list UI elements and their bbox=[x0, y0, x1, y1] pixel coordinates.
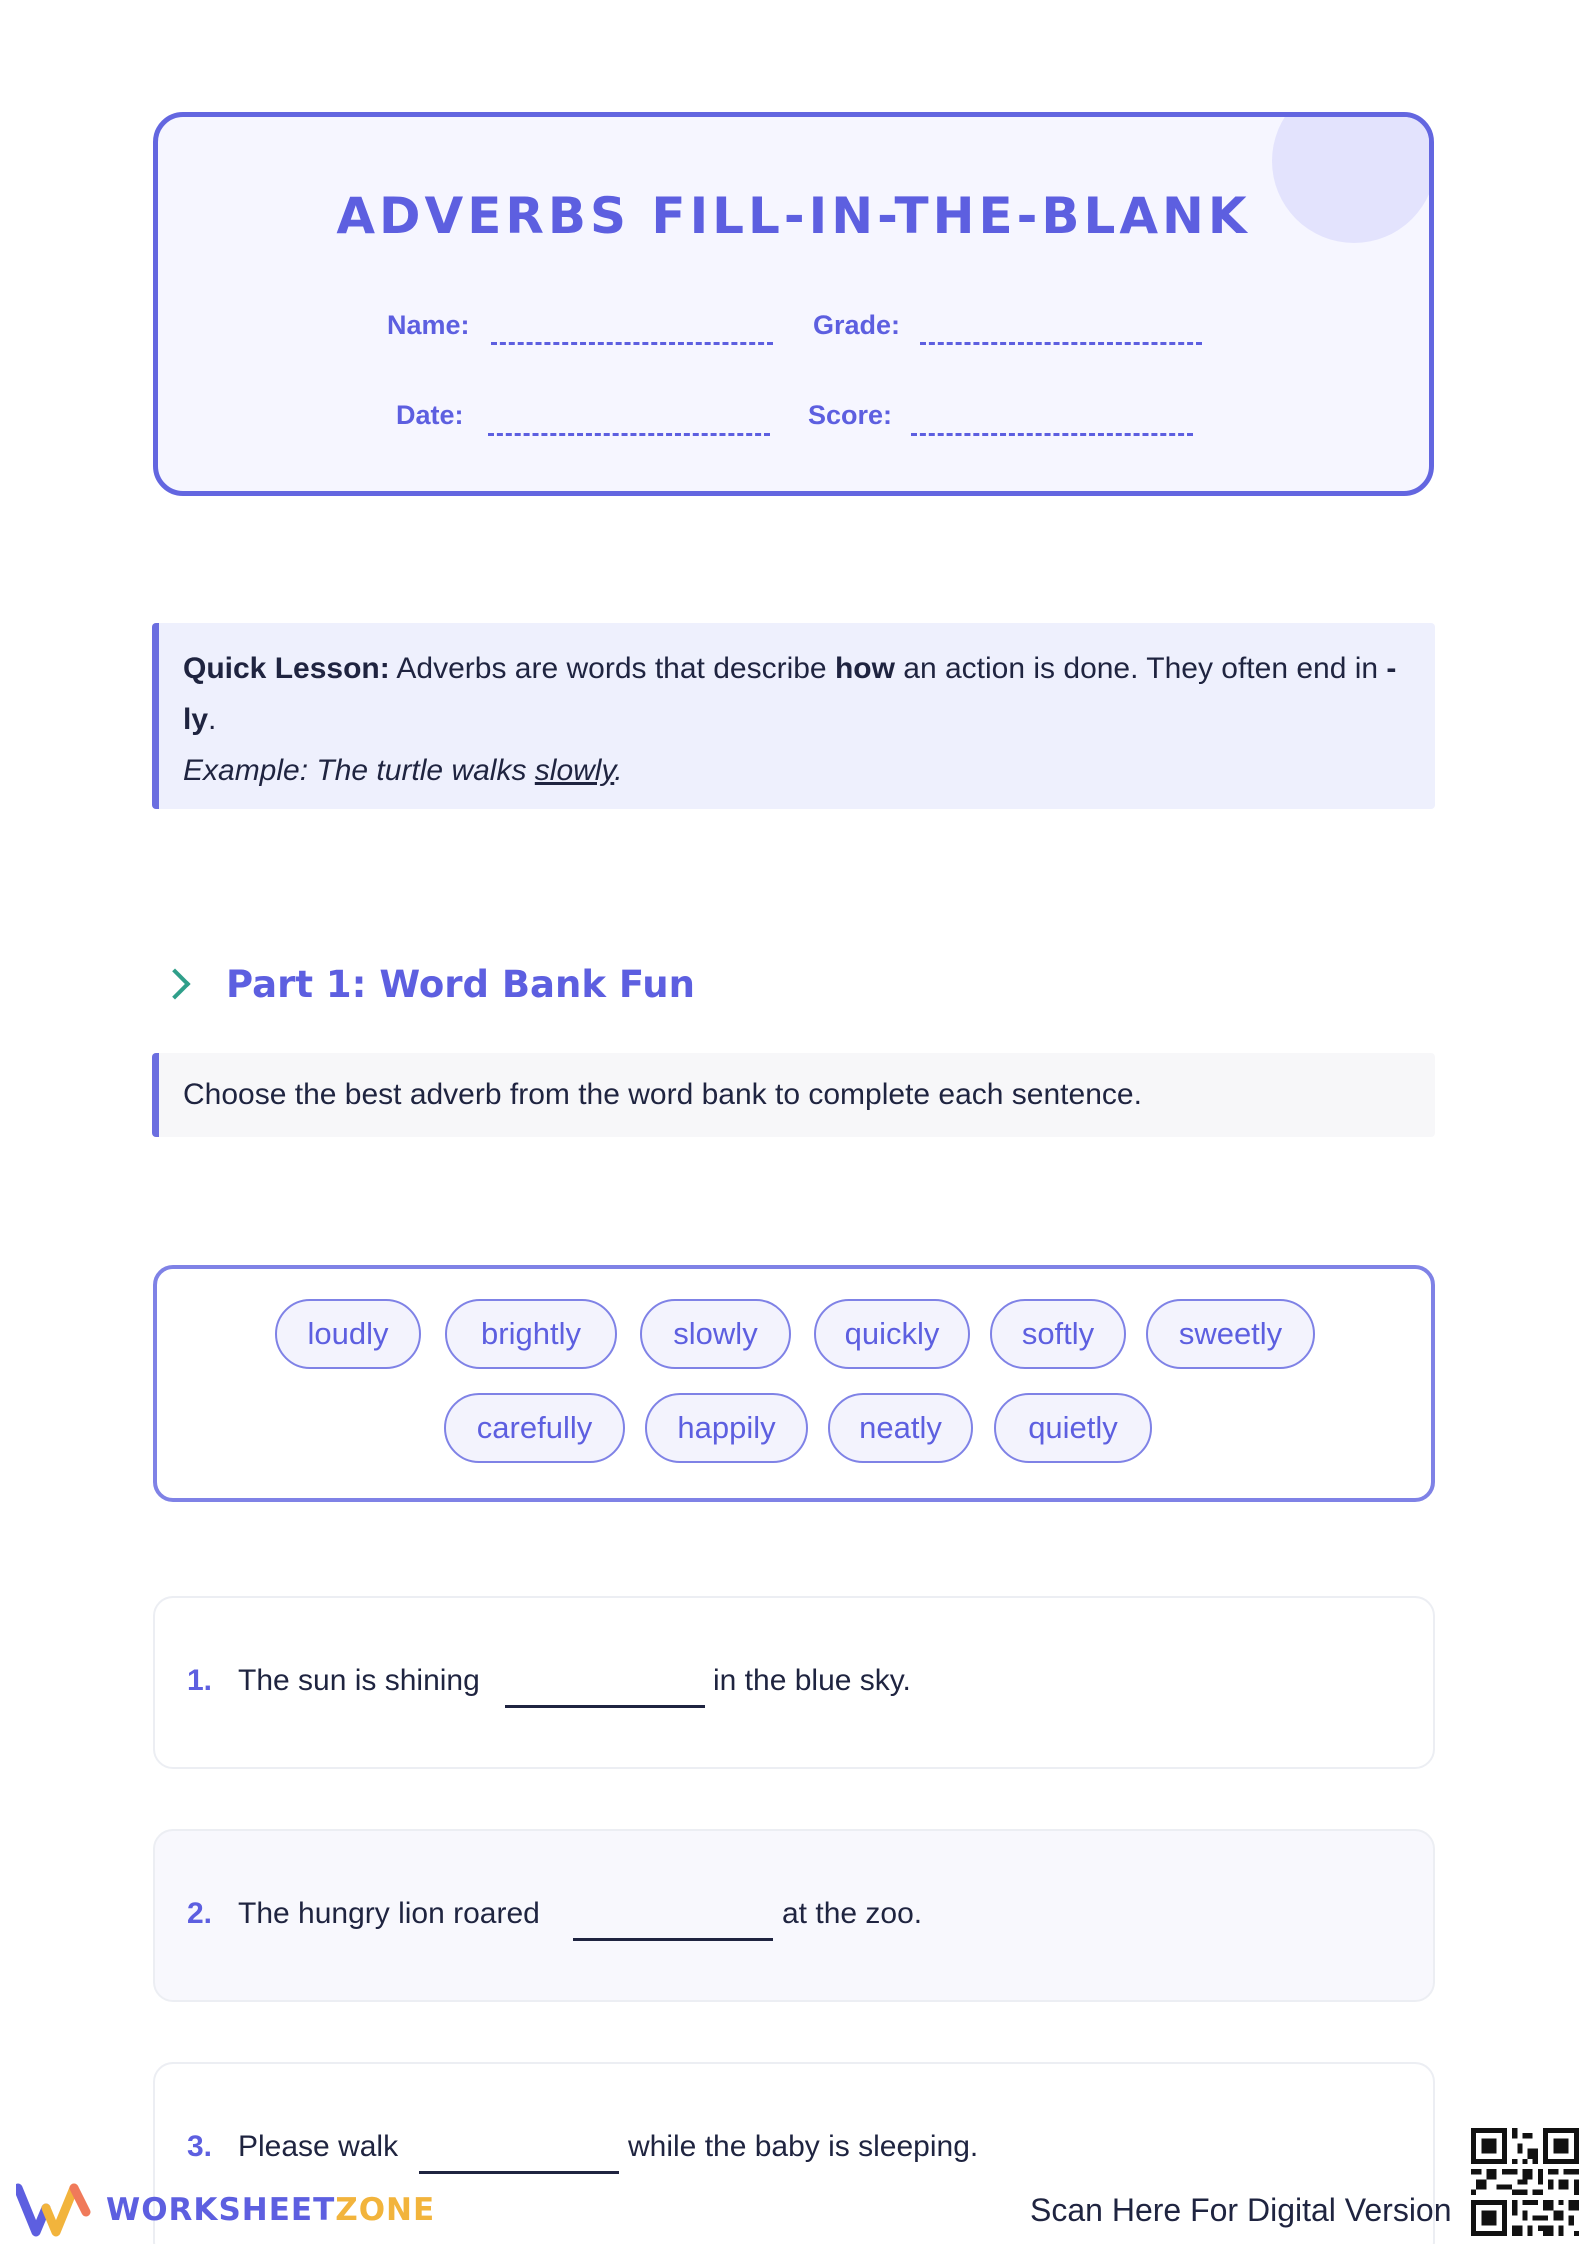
grade-label: Grade: bbox=[813, 310, 901, 340]
instruction-box bbox=[152, 1053, 1435, 1137]
example-word: slowly bbox=[534, 754, 615, 787]
question-text-after: at the zoo. bbox=[782, 1897, 923, 1930]
date-label: Date: bbox=[396, 400, 464, 430]
brand-zone: ZONE bbox=[335, 2192, 436, 2228]
word-chip[interactable]: quietly bbox=[994, 1393, 1152, 1463]
lesson-suffix: -ly bbox=[183, 652, 1397, 736]
lesson-text-part: Adverbs are words that describe bbox=[389, 652, 835, 685]
worksheet-title: ADVERBS FILL-IN-THE-BLANK bbox=[336, 187, 1251, 245]
brand-worksheet: WORKSHEET bbox=[106, 2192, 336, 2228]
chevron-right-icon bbox=[159, 968, 190, 999]
name-label: Name: bbox=[387, 310, 470, 340]
instruction-text: Choose the best adverb from the word bank to complete each sentence. bbox=[183, 1078, 1142, 1111]
word-chip[interactable]: happily bbox=[645, 1393, 808, 1463]
question-card bbox=[153, 1829, 1435, 2002]
quick-lesson-box bbox=[152, 623, 1435, 809]
word-chip[interactable]: sweetly bbox=[1146, 1299, 1315, 1369]
word-chip[interactable]: neatly bbox=[828, 1393, 973, 1463]
example-prefix: Example: The turtle walks bbox=[183, 754, 535, 787]
question-number: 1. bbox=[187, 1664, 213, 1697]
question-text-before: Please walk bbox=[238, 2130, 399, 2163]
question-text-before: The hungry lion roared bbox=[238, 1897, 540, 1930]
answer-blank[interactable] bbox=[505, 1705, 705, 1708]
question-card bbox=[153, 1596, 1435, 1769]
score-label: Score: bbox=[808, 400, 893, 430]
date-field[interactable] bbox=[488, 433, 770, 436]
qr-code-icon[interactable] bbox=[1471, 2128, 1579, 2236]
lesson-text bbox=[183, 643, 1411, 745]
example-suffix: . bbox=[614, 754, 623, 787]
lesson-text-part: an action is done. They often end in bbox=[894, 652, 1387, 685]
word-chip[interactable]: softly bbox=[990, 1299, 1126, 1369]
question-number: 3. bbox=[187, 2130, 213, 2163]
worksheetzone-logo[interactable] bbox=[16, 2182, 435, 2238]
score-field[interactable] bbox=[911, 433, 1193, 436]
part1-heading bbox=[164, 958, 695, 1010]
word-chip[interactable]: slowly bbox=[640, 1299, 791, 1369]
word-bank bbox=[153, 1265, 1435, 1502]
word-chip[interactable]: quickly bbox=[814, 1299, 970, 1369]
lesson-example bbox=[183, 745, 1411, 796]
part1-title: Part 1: Word Bank Fun bbox=[226, 962, 695, 1006]
answer-blank[interactable] bbox=[573, 1938, 773, 1941]
word-chip[interactable]: loudly bbox=[275, 1299, 421, 1369]
question-text-before: The sun is shining bbox=[238, 1664, 480, 1697]
header-card bbox=[153, 112, 1434, 496]
question-number: 2. bbox=[187, 1897, 213, 1930]
scan-instruction: Scan Here For Digital Version bbox=[1030, 2192, 1452, 2228]
word-chip[interactable]: brightly bbox=[445, 1299, 617, 1369]
word-chip[interactable]: carefully bbox=[444, 1393, 625, 1463]
lesson-text-part: . bbox=[208, 703, 217, 736]
lesson-bold-word: how bbox=[834, 652, 895, 685]
answer-blank[interactable] bbox=[419, 2171, 619, 2174]
lesson-lead: Quick Lesson: bbox=[183, 652, 390, 685]
grade-field[interactable] bbox=[920, 342, 1202, 345]
question-text-after: in the blue sky. bbox=[713, 1664, 911, 1697]
brand-name bbox=[106, 2192, 435, 2228]
question-text-after: while the baby is sleeping. bbox=[628, 2130, 979, 2163]
w-logo-icon bbox=[16, 2182, 94, 2238]
name-field[interactable] bbox=[491, 342, 773, 345]
